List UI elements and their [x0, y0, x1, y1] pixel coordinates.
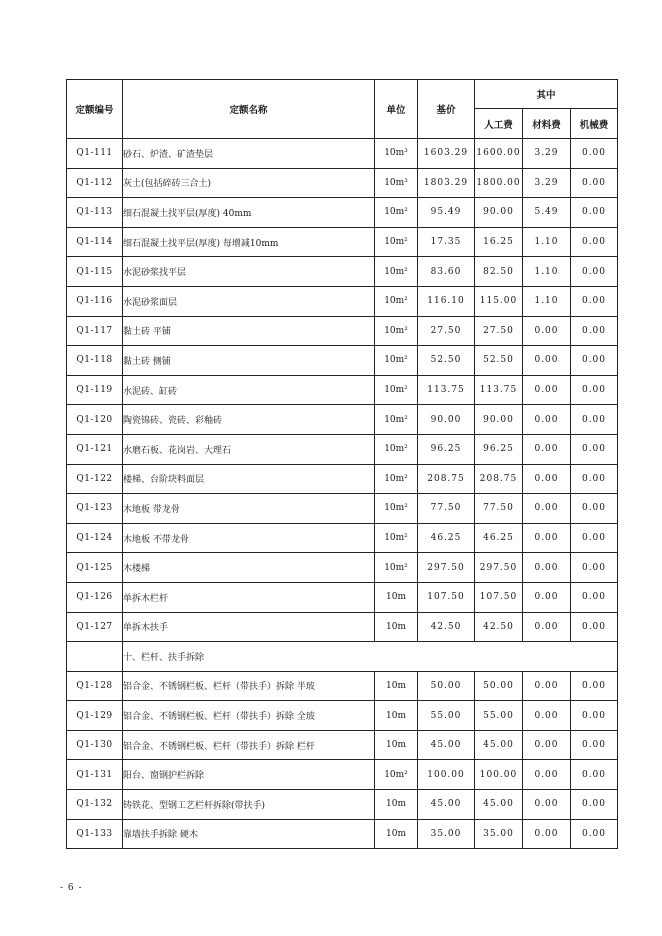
machinery-cell: 0.00: [571, 434, 618, 464]
machinery-cell: 0.00: [571, 346, 618, 376]
unit-cell: 10m²: [375, 760, 418, 790]
unit-cell: 10m²: [375, 375, 418, 405]
name-cell: 黏土砖 侧铺: [123, 346, 375, 376]
code-cell: Q1-117: [67, 316, 123, 346]
name-cell: 木楼梯: [123, 553, 375, 583]
labor-cell: 297.50: [475, 553, 523, 583]
unit-cell: 10m²: [375, 286, 418, 316]
machinery-cell: 0.00: [571, 198, 618, 228]
name-cell: 黏土砖 平铺: [123, 316, 375, 346]
labor-cell: 82.50: [475, 257, 523, 287]
header-material: 材料费: [523, 109, 571, 139]
header-base-price: 基价: [418, 80, 475, 139]
base-price-cell: 107.50: [418, 582, 475, 612]
labor-cell: 45.00: [475, 790, 523, 820]
labor-cell: 77.50: [475, 494, 523, 524]
name-cell: 灰土(包括碎砖三合土): [123, 168, 375, 198]
section-code-cell: [67, 642, 123, 672]
base-price-cell: 42.50: [418, 612, 475, 642]
material-cell: 3.29: [523, 139, 571, 169]
name-cell: 楼梯、台阶块料面层: [123, 464, 375, 494]
quota-table: [66, 79, 618, 849]
labor-cell: 52.50: [475, 346, 523, 376]
unit-cell: 10m²: [375, 434, 418, 464]
material-cell: 0.00: [523, 346, 571, 376]
table-row: [67, 553, 618, 583]
unit-cell: 10m: [375, 701, 418, 731]
code-cell: Q1-122: [67, 464, 123, 494]
table-body-railing-items: [67, 671, 618, 849]
code-cell: Q1-113: [67, 198, 123, 228]
base-price-cell: 46.25: [418, 523, 475, 553]
unit-cell: 10m: [375, 671, 418, 701]
table-row: [67, 257, 618, 287]
name-cell: 木地板 带龙骨: [123, 494, 375, 524]
name-cell: 细石混凝土找平层(厚度) 每增减10mm: [123, 227, 375, 257]
base-price-cell: 208.75: [418, 464, 475, 494]
table-row: [67, 494, 618, 524]
labor-cell: 55.00: [475, 701, 523, 731]
base-price-cell: 45.00: [418, 730, 475, 760]
table-section: [67, 642, 618, 672]
name-cell: 陶瓷锦砖、瓷砖、彩釉砖: [123, 405, 375, 435]
code-cell: Q1-133: [67, 819, 123, 849]
material-cell: 0.00: [523, 464, 571, 494]
table-row: [67, 434, 618, 464]
code-cell: Q1-126: [67, 582, 123, 612]
unit-cell: 10m: [375, 730, 418, 760]
unit-cell: 10m²: [375, 464, 418, 494]
base-price-cell: 83.60: [418, 257, 475, 287]
material-cell: 0.00: [523, 375, 571, 405]
labor-cell: 46.25: [475, 523, 523, 553]
material-cell: 0.00: [523, 316, 571, 346]
unit-cell: 10m²: [375, 198, 418, 228]
base-price-cell: 27.50: [418, 316, 475, 346]
labor-cell: 90.00: [475, 198, 523, 228]
name-cell: 木地板 不带龙骨: [123, 523, 375, 553]
header-labor: 人工费: [475, 109, 523, 139]
unit-cell: 10m²: [375, 346, 418, 376]
name-cell: 单拆木扶手: [123, 612, 375, 642]
base-price-cell: 55.00: [418, 701, 475, 731]
machinery-cell: 0.00: [571, 227, 618, 257]
unit-cell: 10m²: [375, 316, 418, 346]
code-cell: Q1-130: [67, 730, 123, 760]
unit-cell: 10m²: [375, 227, 418, 257]
code-cell: Q1-114: [67, 227, 123, 257]
name-cell: 细石混凝土找平层(厚度) 40mm: [123, 198, 375, 228]
labor-cell: 42.50: [475, 612, 523, 642]
name-cell: 铝合金、不锈钢栏板、栏杆（带扶手）拆除 栏杆: [123, 730, 375, 760]
table-row: [67, 464, 618, 494]
code-cell: Q1-121: [67, 434, 123, 464]
unit-cell: 10m²: [375, 494, 418, 524]
code-cell: Q1-127: [67, 612, 123, 642]
name-cell: 单拆木栏杆: [123, 582, 375, 612]
machinery-cell: 0.00: [571, 612, 618, 642]
material-cell: 0.00: [523, 494, 571, 524]
machinery-cell: 0.00: [571, 553, 618, 583]
code-cell: Q1-111: [67, 139, 123, 169]
code-cell: Q1-119: [67, 375, 123, 405]
base-price-cell: 77.50: [418, 494, 475, 524]
material-cell: 1.10: [523, 286, 571, 316]
table-row: [67, 168, 618, 198]
table-row: [67, 730, 618, 760]
base-price-cell: 113.75: [418, 375, 475, 405]
code-cell: Q1-128: [67, 671, 123, 701]
material-cell: 0.00: [523, 553, 571, 583]
labor-cell: 100.00: [475, 760, 523, 790]
machinery-cell: 0.00: [571, 316, 618, 346]
name-cell: 水泥砂浆找平层: [123, 257, 375, 287]
table-row: [67, 227, 618, 257]
labor-cell: 96.25: [475, 434, 523, 464]
machinery-cell: 0.00: [571, 671, 618, 701]
labor-cell: 113.75: [475, 375, 523, 405]
machinery-cell: 0.00: [571, 257, 618, 287]
code-cell: Q1-129: [67, 701, 123, 731]
material-cell: 0.00: [523, 582, 571, 612]
unit-cell: 10m: [375, 790, 418, 820]
material-cell: 0.00: [523, 523, 571, 553]
material-cell: 0.00: [523, 790, 571, 820]
unit-cell: 10m³: [375, 139, 418, 169]
material-cell: 0.00: [523, 405, 571, 435]
labor-cell: 35.00: [475, 819, 523, 849]
material-cell: 0.00: [523, 730, 571, 760]
table-row: [67, 790, 618, 820]
machinery-cell: 0.00: [571, 168, 618, 198]
material-cell: 0.00: [523, 819, 571, 849]
code-cell: Q1-120: [67, 405, 123, 435]
unit-cell: 10m: [375, 612, 418, 642]
labor-cell: 1800.00: [475, 168, 523, 198]
base-price-cell: 116.10: [418, 286, 475, 316]
machinery-cell: 0.00: [571, 760, 618, 790]
table-row: [67, 286, 618, 316]
machinery-cell: 0.00: [571, 375, 618, 405]
material-cell: 3.29: [523, 168, 571, 198]
table-row: [67, 316, 618, 346]
table-row: [67, 375, 618, 405]
base-price-cell: 1603.29: [418, 139, 475, 169]
table-row: [67, 139, 618, 169]
material-cell: 0.00: [523, 434, 571, 464]
machinery-cell: 0.00: [571, 464, 618, 494]
name-cell: 铝合金、不锈钢栏板、栏杆（带扶手）拆除 全玻: [123, 701, 375, 731]
material-cell: 0.00: [523, 701, 571, 731]
unit-cell: 10m: [375, 582, 418, 612]
section-title: 十、栏杆、扶手拆除: [123, 642, 618, 672]
base-price-cell: 45.00: [418, 790, 475, 820]
name-cell: 铸铁花、型钢工艺栏杆拆除(带扶手): [123, 790, 375, 820]
table-row: [67, 582, 618, 612]
material-cell: 5.49: [523, 198, 571, 228]
labor-cell: 50.00: [475, 671, 523, 701]
unit-cell: 10m²: [375, 553, 418, 583]
unit-cell: 10m²: [375, 523, 418, 553]
material-cell: 1.10: [523, 227, 571, 257]
name-cell: 砂石、炉渣、矿渣垫层: [123, 139, 375, 169]
code-cell: Q1-131: [67, 760, 123, 790]
table-body-floor-items: [67, 139, 618, 642]
base-price-cell: 17.35: [418, 227, 475, 257]
machinery-cell: 0.00: [571, 790, 618, 820]
labor-cell: 107.50: [475, 582, 523, 612]
machinery-cell: 0.00: [571, 139, 618, 169]
machinery-cell: 0.00: [571, 494, 618, 524]
machinery-cell: 0.00: [571, 730, 618, 760]
machinery-cell: 0.00: [571, 701, 618, 731]
code-cell: Q1-125: [67, 553, 123, 583]
table-row: [67, 819, 618, 849]
machinery-cell: 0.00: [571, 523, 618, 553]
section-row: [67, 642, 618, 672]
code-cell: Q1-132: [67, 790, 123, 820]
code-cell: Q1-124: [67, 523, 123, 553]
labor-cell: 1600.00: [475, 139, 523, 169]
machinery-cell: 0.00: [571, 819, 618, 849]
table-header-row: [67, 80, 618, 109]
base-price-cell: 297.50: [418, 553, 475, 583]
base-price-cell: 1803.29: [418, 168, 475, 198]
unit-cell: 10m³: [375, 168, 418, 198]
labor-cell: 115.00: [475, 286, 523, 316]
code-cell: Q1-112: [67, 168, 123, 198]
header-machinery: 机械费: [571, 109, 618, 139]
name-cell: 阳台、窗钢护栏拆除: [123, 760, 375, 790]
base-price-cell: 96.25: [418, 434, 475, 464]
unit-cell: 10m: [375, 819, 418, 849]
labor-cell: 90.00: [475, 405, 523, 435]
table-row: [67, 405, 618, 435]
name-cell: 水磨石板、花岗岩、大理石: [123, 434, 375, 464]
header-code: 定额编号: [67, 80, 123, 139]
header-of-which: 其中: [475, 80, 618, 109]
labor-cell: 208.75: [475, 464, 523, 494]
table-row: [67, 701, 618, 731]
base-price-cell: 95.49: [418, 198, 475, 228]
table-row: [67, 671, 618, 701]
table-row: [67, 523, 618, 553]
table-row: [67, 612, 618, 642]
material-cell: 0.00: [523, 760, 571, 790]
name-cell: 水泥砖、缸砖: [123, 375, 375, 405]
name-cell: 铝合金、不锈钢栏板、栏杆（带扶手）拆除 半玻: [123, 671, 375, 701]
name-cell: 靠墙扶手拆除 硬木: [123, 819, 375, 849]
labor-cell: 45.00: [475, 730, 523, 760]
base-price-cell: 100.00: [418, 760, 475, 790]
machinery-cell: 0.00: [571, 286, 618, 316]
table-row: [67, 760, 618, 790]
base-price-cell: 50.00: [418, 671, 475, 701]
table-row: [67, 198, 618, 228]
code-cell: Q1-118: [67, 346, 123, 376]
table-row: [67, 346, 618, 376]
header-name: 定额名称: [123, 80, 375, 139]
name-cell: 水泥砂浆面层: [123, 286, 375, 316]
unit-cell: 10m²: [375, 405, 418, 435]
base-price-cell: 90.00: [418, 405, 475, 435]
unit-cell: 10m²: [375, 257, 418, 287]
page-number: - 6 -: [60, 883, 83, 893]
header-unit: 单位: [375, 80, 418, 139]
machinery-cell: 0.00: [571, 405, 618, 435]
labor-cell: 27.50: [475, 316, 523, 346]
base-price-cell: 52.50: [418, 346, 475, 376]
code-cell: Q1-115: [67, 257, 123, 287]
labor-cell: 16.25: [475, 227, 523, 257]
base-price-cell: 35.00: [418, 819, 475, 849]
material-cell: 1.10: [523, 257, 571, 287]
code-cell: Q1-116: [67, 286, 123, 316]
material-cell: 0.00: [523, 612, 571, 642]
machinery-cell: 0.00: [571, 582, 618, 612]
material-cell: 0.00: [523, 671, 571, 701]
code-cell: Q1-123: [67, 494, 123, 524]
